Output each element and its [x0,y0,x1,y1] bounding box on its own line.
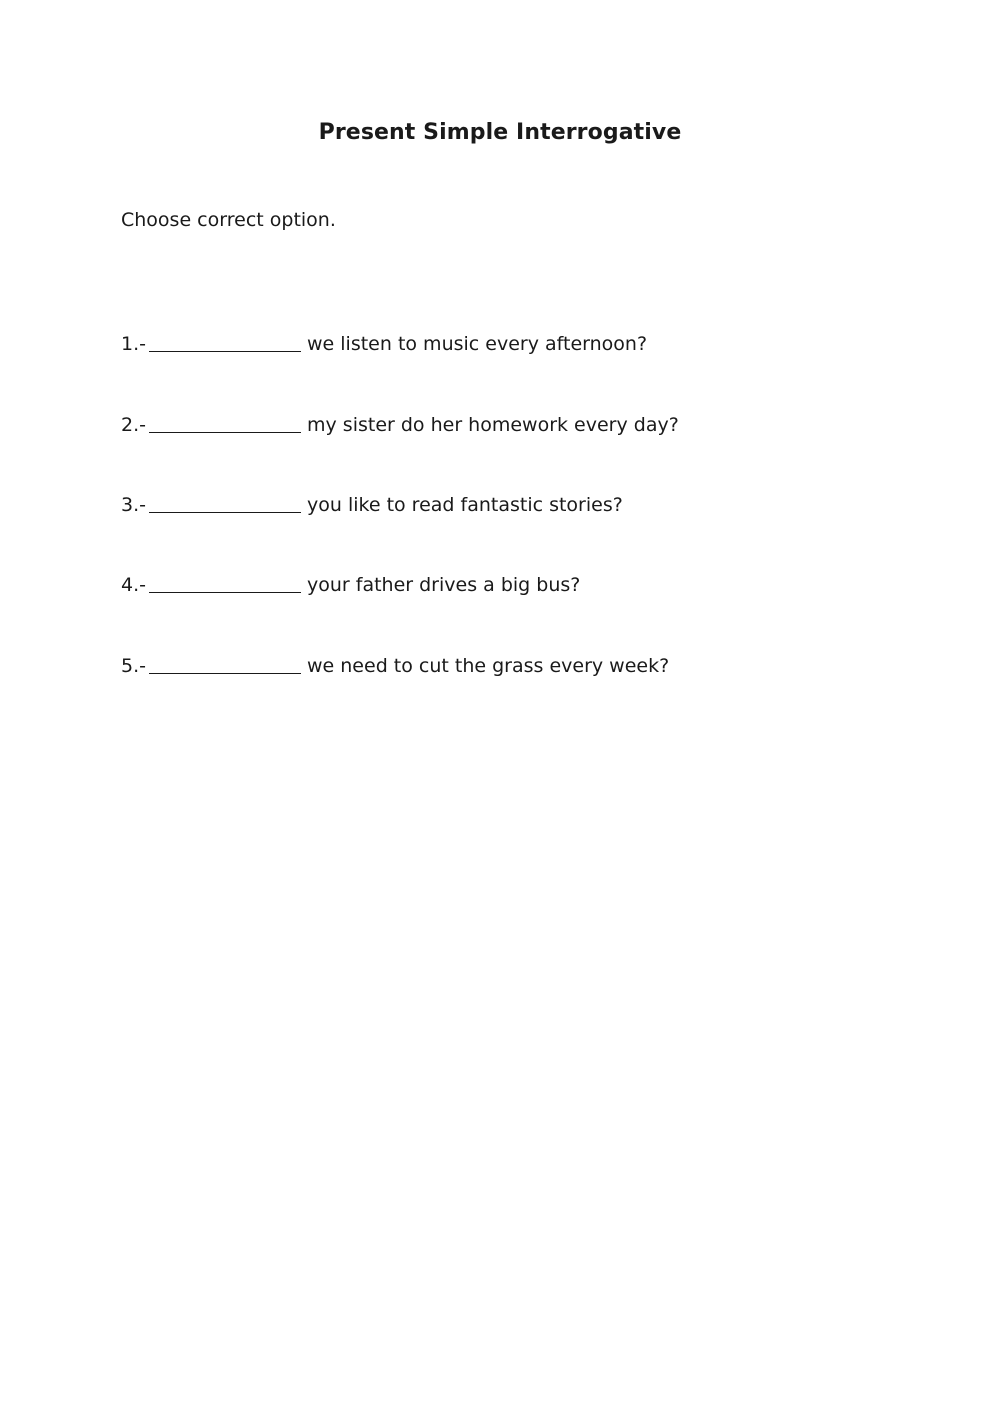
question-text: we listen to music every afternoon? [307,333,648,355]
answer-blank[interactable] [149,572,301,593]
question-item [121,410,679,436]
question-item [121,651,669,677]
question-number: 5.- [121,655,146,677]
question-item [121,329,647,355]
question-number: 3.- [121,494,146,516]
question-text: my sister do her homework every day? [307,414,679,436]
answer-blank[interactable] [149,412,301,433]
question-text: your father drives a big bus? [307,574,581,596]
question-item [121,490,623,516]
answer-blank[interactable] [149,331,301,352]
question-number: 1.- [121,333,146,355]
question-text: you like to read fantastic stories? [307,494,623,516]
instruction-text: Choose correct option. [121,209,336,231]
question-number: 4.- [121,574,146,596]
page-title: Present Simple Interrogative [318,120,682,145]
question-number: 2.- [121,414,146,436]
answer-blank[interactable] [149,653,301,674]
question-text: we need to cut the grass every week? [307,655,670,677]
question-item [121,570,580,596]
answer-blank[interactable] [149,492,301,513]
